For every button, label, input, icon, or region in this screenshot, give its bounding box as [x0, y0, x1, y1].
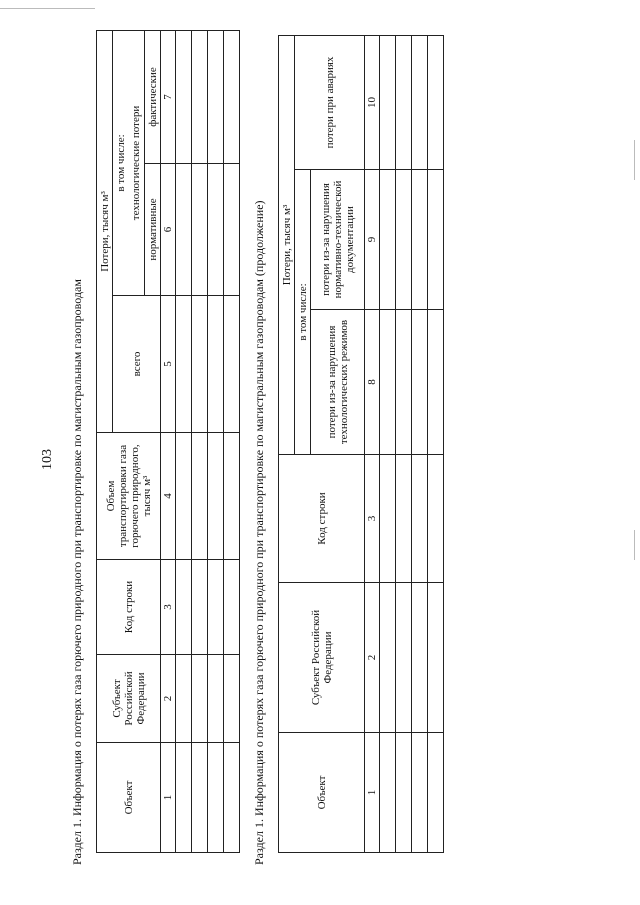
t2-colnum: 10: [365, 35, 380, 169]
t1-header-code: Код строки: [97, 560, 161, 655]
table-row: [396, 35, 412, 852]
t1-colnum: 1: [161, 743, 176, 853]
table-row: [428, 35, 444, 852]
t1-header-subject: Субъект Российской Федерации: [97, 655, 161, 743]
t1-header-tech-losses: технологические потери: [129, 30, 145, 295]
t1-colnum: 3: [161, 560, 176, 655]
table-row: [176, 30, 192, 852]
t2-colnum: 3: [365, 455, 380, 583]
page-number: 103: [40, 449, 55, 470]
t2-colnum: 1: [365, 733, 380, 853]
table2-title: Раздел 1. Информация о потерях газа горючего природного при транспортировке по магистральным газопроводам (продолжение): [252, 200, 266, 865]
t2-header-norm-docs: потери из-за нарушения нормативно-технической документации: [311, 170, 365, 310]
table-row: [192, 30, 208, 852]
table1: [96, 30, 240, 853]
t1-header-volume: Объем транспортировки газа горючего природного, тысяч м³: [97, 433, 161, 560]
t1-colnum: 4: [161, 433, 176, 560]
table-row: [412, 35, 428, 852]
table2: [278, 35, 444, 853]
t2-header-object: Объект: [279, 733, 365, 853]
table1-title: Раздел 1. Информация о потерях газа горючего природного при транспортировке по магистральным газопроводам: [70, 279, 84, 865]
t1-colnum: 6: [161, 164, 176, 296]
t2-colnum: 9: [365, 170, 380, 310]
t2-header-losses: Потери, тысяч м³: [279, 35, 295, 454]
table-row: [224, 30, 240, 852]
t1-colnum: 7: [161, 30, 176, 163]
t2-header-tech-regimes: потери из-за нарушения технологических режимов: [311, 310, 365, 455]
t1-header-normative: нормативные: [145, 164, 161, 296]
table-row: [380, 35, 396, 852]
t1-header-actual: фактические: [145, 30, 161, 163]
t1-colnum: 2: [161, 655, 176, 743]
t1-header-total: всего: [113, 296, 161, 433]
scan-edge-mark: [634, 140, 635, 180]
table-row: [208, 30, 224, 852]
t2-header-code: Код строки: [279, 455, 365, 583]
t2-colnum: 2: [365, 583, 380, 733]
t1-header-including: в том числе:: [113, 30, 129, 295]
scan-edge-mark: [634, 530, 635, 560]
t2-header-subject: Субъект Российской Федерации: [279, 583, 365, 733]
t2-header-including: в том числе:: [295, 170, 311, 455]
t2-header-accidents: потери при авариях: [295, 35, 365, 169]
t1-header-object: Объект: [97, 743, 161, 853]
scan-edge-mark: [0, 8, 95, 9]
t1-colnum: 5: [161, 296, 176, 433]
t2-colnum: 8: [365, 310, 380, 455]
t1-header-losses: Потери, тысяч м³: [97, 30, 113, 432]
